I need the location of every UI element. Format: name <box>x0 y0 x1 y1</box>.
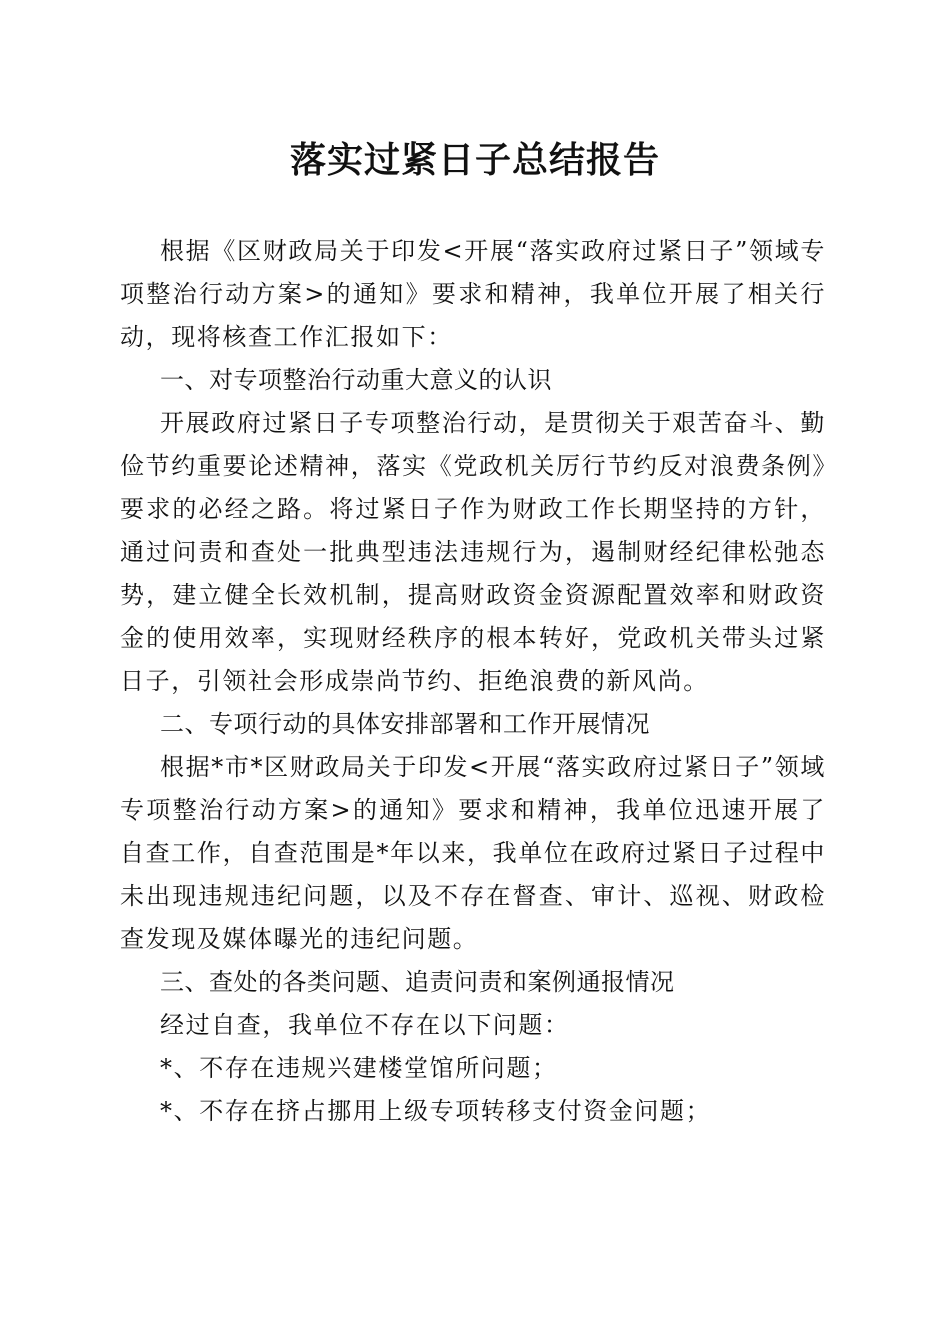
section-3-item-2: *、不存在挤占挪用上级专项转移支付资金问题； <box>160 1097 712 1125</box>
document-title: 落实过紧日子总结报告 <box>289 139 660 181</box>
section-2-heading: 二、专项行动的具体安排部署和工作开展情况 <box>160 710 650 738</box>
section-1-heading: 一、对专项整治行动重大意义的认识 <box>160 366 552 394</box>
section-3-item-1: *、不存在违规兴建楼堂馆所问题； <box>160 1054 558 1082</box>
intro-paragraph: 根据《区财政局关于印发<开展“落实政府过紧日子”领域专项整治行动方案>的通知》要求和精神，我单位开展了相关行动，现将核查工作汇报如下： <box>120 237 826 351</box>
section-3-heading: 三、查处的各类问题、追责问责和案例通报情况 <box>160 968 675 996</box>
document-body <box>120 230 826 1133</box>
section-1-paragraph: 开展政府过紧日子专项整治行动，是贯彻关于艰苦奋斗、勤俭节约重要论述精神，落实《党政机关厉行节约反对浪费条例》要求的必经之路。将过紧日子作为财政工作长期坚持的方针，通过问责和查处一批典型违法违规行为，遏制财经纪律松弛态势，建立健全长效机制，提高财政资金资源配置效率和财政资金的使用效率，实现财经秩序的根本转好，党政机关带头过紧日子，引领社会形成崇尚节约、拒绝浪费的新风尚。 <box>120 409 826 695</box>
section-2-paragraph: 根据*市*区财政局关于印发<开展“落实政府过紧日子”领域专项整治行动方案>的通知》要求和精神，我单位迅速开展了自查工作，自查范围是*年以来，我单位在政府过紧日子过程中未出现违规违纪问题，以及不存在督查、审计、巡视、财政检查发现及媒体曝光的违纪问题。 <box>120 753 826 953</box>
section-3-paragraph: 经过自查，我单位不存在以下问题： <box>160 1011 570 1039</box>
